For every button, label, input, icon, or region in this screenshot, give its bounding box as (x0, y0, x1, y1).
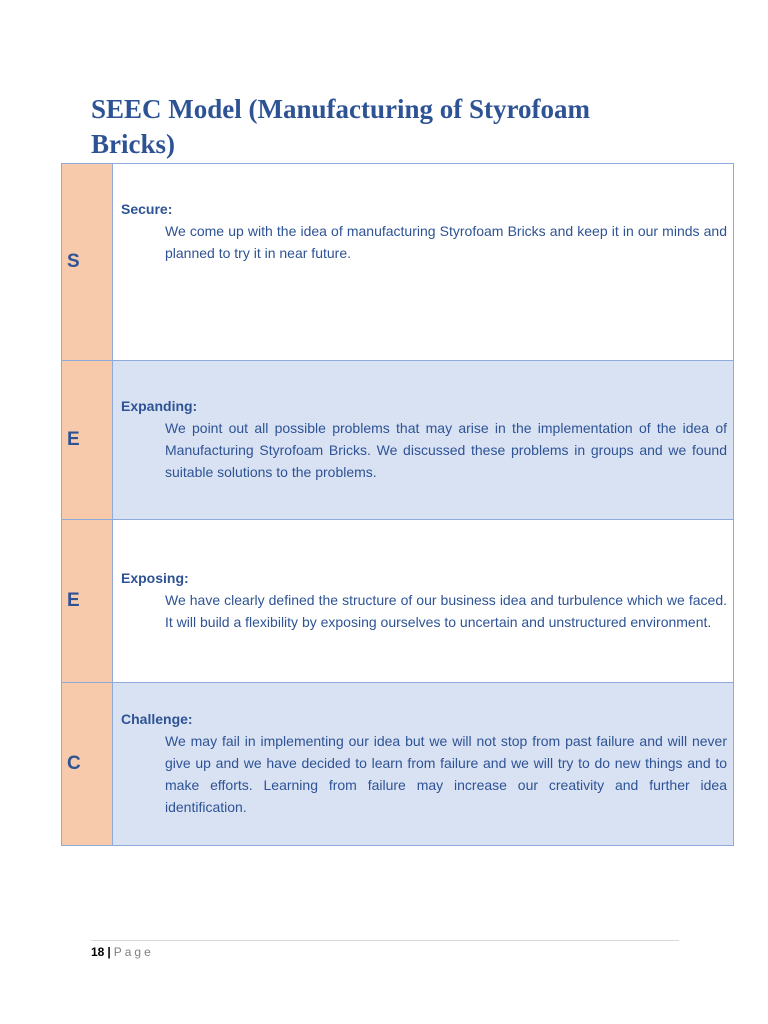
row-text: We may fail in implementing our idea but we will not stop from past failure and will never give up and we have decided to learn from failure and we will try to do new things and to make efforts. Learning from failure may increase our creativity and further idea identification. (165, 733, 727, 815)
row-text: We come up with the idea of manufacturing Styrofoam Bricks and keep it in our minds and planned to try it in near future. (165, 223, 727, 261)
row-heading: Secure: (121, 201, 173, 217)
seec-table (61, 163, 734, 846)
row-heading: Challenge: (121, 711, 193, 727)
letter-cell (62, 683, 113, 846)
row-heading: Exposing: (121, 570, 189, 586)
footer-divider (91, 940, 679, 941)
table-row-challenge (62, 683, 734, 846)
row-text: We have clearly defined the structure of our business idea and turbulence which we faced. It will build a flexibility by exposing ourselves to uncertain and unstructured environment. (165, 592, 727, 630)
letter-cell (62, 164, 113, 361)
letter-cell (62, 520, 113, 683)
row-letter: S (67, 251, 80, 272)
page-title: SEEC Model (Manufacturing of Styrofoam Bricks) (91, 94, 590, 159)
row-letter: E (67, 590, 80, 611)
row-letter: E (67, 429, 80, 450)
content-cell (113, 520, 734, 683)
row-heading: Expanding: (121, 398, 198, 414)
page-label: Page (113, 945, 154, 959)
row-text: We point out all possible problems that may arise in the implementation of the idea of Manufacturing Styrofoam Bricks. We discussed these problems in groups and we found suitable solutions to the problems. (165, 420, 727, 480)
letter-cell (62, 361, 113, 520)
content-cell (113, 361, 734, 520)
content-cell (113, 683, 734, 846)
row-letter: C (67, 753, 81, 774)
footer-separator: | (107, 945, 111, 959)
table-row-secure (62, 164, 734, 361)
table-row-exposing (62, 520, 734, 683)
table-row-expanding (62, 361, 734, 520)
page-footer (91, 944, 154, 960)
page-number: 18 (91, 945, 105, 959)
content-cell (113, 164, 734, 361)
